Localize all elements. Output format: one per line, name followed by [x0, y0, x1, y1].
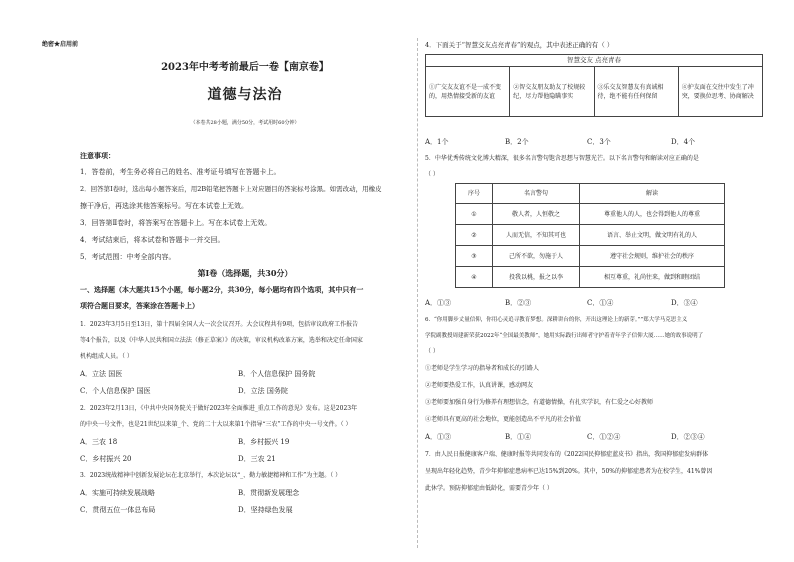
q6-line: 6．“你用脚步丈量信仰，你用心灵追寻教育梦想。深耕讲台的你，开出这理论上的新芽。””郑大学马克思主义: [425, 317, 688, 323]
q5-table-cell: 尊重他人的人，也会得到他人的尊重: [580, 204, 725, 225]
q4-table-cell: ①广交友友谊不是一成不变的，用热情接受新的友谊: [426, 67, 510, 117]
q1-line: 机构组成人员。（ ）: [80, 353, 133, 360]
q7-line: 7．由人民日报健康客户端、健康时报等共同发布的《2022国民抑郁症蓝皮书》指出，我国抑郁症发病群体: [425, 451, 709, 458]
q4-option-d[interactable]: D．4个: [671, 138, 696, 146]
q7-line: 呈现出年轻化趋势，青少年抑郁症患病率已达15%到20%。其中，50%的抑郁症患者为在校学生，41%曾因: [425, 468, 713, 475]
q5-table-header: 序号: [456, 184, 493, 204]
q6-item: ①老师是学生学习的指导者和成长的引路人: [425, 365, 540, 372]
part1-line: 一、选择题（本大题共15个小题，每小题2分，共30分，每小题均有四个选项，其中只有一: [80, 285, 364, 294]
q3-option-b[interactable]: B．贯彻新发展理念: [238, 489, 300, 497]
q4-table-cell: ④护友面在交往中发生了冲突，要换位思考、协商解决: [678, 67, 762, 117]
q4-table: [425, 54, 763, 117]
q5-table-cell: 人而无信，不知其可也: [493, 225, 580, 246]
instruction-line: 2．回答第Ⅰ卷时，选出每小题答案后，用2B铅笔把答题卡上对应题目的答案标号涂黑。如需改动，用橡皮: [80, 185, 382, 193]
instruction-line: 3．回答第Ⅱ卷时，将答案写在答题卡上。写在本试卷上无效。: [80, 219, 272, 227]
q4-option-a[interactable]: A．1个: [425, 138, 449, 146]
q1-line: 1．2023年3月5日至13日，第十四届全国人大一次会议召开。大会议程共有9项，包括审议政府工作报告: [80, 321, 359, 328]
q4-option-c[interactable]: C．3个: [587, 138, 611, 146]
part1-line: 项符合题目要求，答案涂在答题卡上）: [80, 301, 199, 310]
left-column: [42, 0, 410, 562]
confidential-label: 绝密★启用前: [42, 41, 79, 48]
q5-table-cell: 投我以桃，报之以李: [493, 267, 580, 288]
q5-table-header: 解读: [580, 184, 725, 204]
q2-option-b[interactable]: B．乡村振兴 19: [238, 438, 290, 446]
q2-line: 2．2023年2月13日，《中共中央国务院关于做好2023年全面推进_重点工作的意见》发布。这是2023年: [80, 405, 358, 412]
q5-option-b[interactable]: B．②③: [505, 299, 532, 307]
q6-option-a[interactable]: A．①③: [425, 433, 452, 441]
q1-option-d[interactable]: D．立法 国务院: [238, 387, 288, 395]
q4-table-cell: ③乐交友智慧友有真诚相待，绝不能有任何保留: [594, 67, 678, 117]
exam-note: （本卷共28小题，满分50分，考试用时60分钟）: [190, 120, 300, 126]
q4-table-header: 智慧交友 点亮青春: [426, 55, 763, 67]
right-column: [425, 0, 765, 562]
q4-stem: 4．下面关于“智慧交友点亮青春”的观点，其中表述正确的有（ ）: [425, 41, 614, 49]
q5-table-header: 名言警句: [493, 184, 580, 204]
q3-line: 3．2023统战精神中创新发展论坛在北京举行，本次论坛以“_、勤力敏捷精神和工作”为主题。（ ）: [80, 472, 342, 479]
q6-option-b[interactable]: B．①④: [505, 433, 532, 441]
q5-option-c[interactable]: C．①④: [587, 299, 614, 307]
q1-option-a[interactable]: A．立法 国医: [80, 370, 123, 378]
q5-table-cell: 己所不欲，勿施于人: [493, 246, 580, 267]
q5-option-a[interactable]: A．①③: [425, 299, 452, 307]
q3-option-d[interactable]: D．坚持绿色发展: [238, 506, 293, 514]
q1-option-c[interactable]: C．个人信息保护 国医: [80, 387, 151, 395]
q5-line: 5．中华优秀传统文化博大精深，很多名言警句饱含思想与智慧光芒。以下名言警句和解读对应正确的是: [425, 155, 699, 162]
q4-table-cell: ②智交友朋友助友了校规较纪，尽力帮他隐瞒事实: [510, 67, 594, 117]
q2-option-c[interactable]: C．乡村振兴 20: [80, 455, 132, 463]
q5-table-cell: ①: [456, 204, 493, 225]
q6-item: ②老师要热爱工作，认真讲课，感动网友: [425, 382, 534, 389]
instruction-line: 4．考试结束后，将本试卷和答题卡一并交回。: [80, 236, 225, 244]
q4-option-b[interactable]: B．2个: [505, 138, 529, 146]
q5-table-cell: 遵守社会规则，维护社会的秩序: [580, 246, 725, 267]
column-divider: [417, 38, 418, 548]
q6-line: 学院副教授周建新荣获2022年“全国最美教师”，她用实际践行出师者守护着青年学子信仰大厦……她的故事说明了: [425, 333, 704, 339]
q6-item: ④老师具有更高的社会地位，更能创造出不平凡的社会价值: [425, 416, 582, 423]
q6-line: （ ）: [425, 348, 439, 355]
q1-option-b[interactable]: B．个人信息保护 国务院: [238, 370, 316, 378]
instructions-title: 注意事项：: [80, 151, 115, 160]
q5-table-cell: 语言、举止文明，做文明有礼的人: [580, 225, 725, 246]
q5-table-cell: ②: [456, 225, 493, 246]
q6-item: ③老师要加强自身行为修养有理想信念，有道德情操，有扎实学识，有仁爱之心好教师: [425, 399, 654, 406]
q5-table-cell: 相互尊重，礼尚往来，做到和睦团结: [580, 267, 725, 288]
instruction-line: 1．答卷前，考生务必将自己的姓名、准考证号填写在答题卡上。: [80, 168, 281, 176]
instruction-line: 5．考试范围：中考全部内容。: [80, 253, 176, 261]
q5-table-cell: ④: [456, 267, 493, 288]
exam-title: 2023年中考考前最后一卷【南京卷】: [161, 62, 329, 73]
q1-line: 等4个报告，以及《中华人民共和国立法法（修正草案）》的决策，审议机构改革方案，选举和决定任命国家: [80, 337, 363, 344]
q7-line: 此休学。预防抑郁症由低龄化，需要青少年（ ）: [425, 485, 553, 492]
q5-line: （ ）: [425, 171, 439, 178]
q2-line: 的中央一号文件，也是21世纪以来第_个、党的二十大以来第1个指导“三农”工作的中央一号文件。（ ）: [80, 421, 352, 428]
subject-title: 道德与法治: [207, 87, 283, 103]
instruction-line: 擦干净后，再选涂其他答案标号。写在本试卷上无效。: [80, 202, 248, 210]
q5-table: [455, 183, 725, 288]
q6-option-c[interactable]: C．①②④: [587, 433, 621, 441]
q3-option-c[interactable]: C．贯彻五位一体总布局: [80, 506, 156, 514]
q6-option-d[interactable]: D．②③④: [671, 433, 705, 441]
q5-table-cell: 敬人者，人恒敬之: [493, 204, 580, 225]
q3-option-a[interactable]: A．实施可持续发展战略: [80, 489, 156, 497]
q2-option-a[interactable]: A．三农 18: [80, 438, 118, 446]
q5-table-cell: ③: [456, 246, 493, 267]
section-heading: 第Ⅰ卷（选择题，共30分）: [197, 268, 293, 278]
q2-option-d[interactable]: D．三农 21: [238, 455, 276, 463]
q5-option-d[interactable]: D．③④: [671, 299, 698, 307]
